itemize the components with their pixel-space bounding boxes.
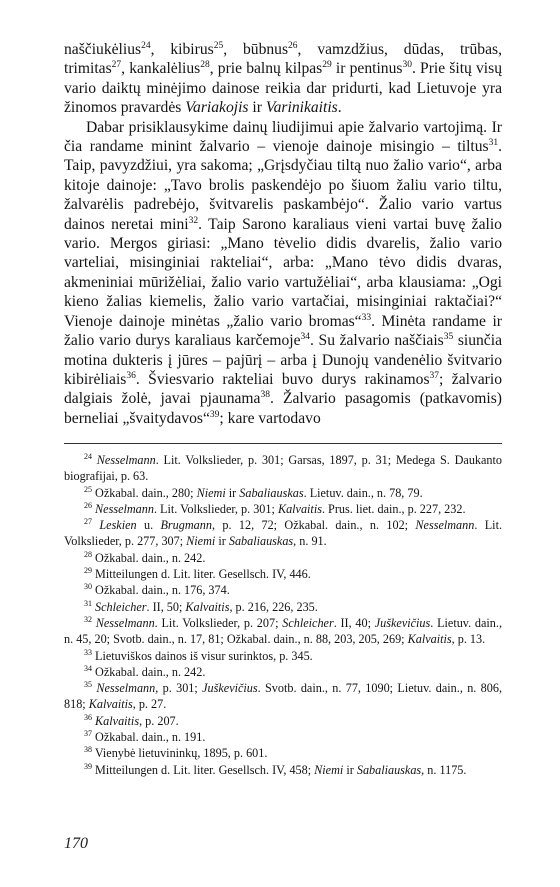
footnote-26 <box>64 501 502 517</box>
footnote-number: 26 <box>84 500 92 510</box>
citation-text: , p. 216, 226, 235. <box>229 599 318 614</box>
citation-text: u. <box>136 518 161 533</box>
author-name: Niemi <box>186 534 216 549</box>
citation-text: Ožkabal. dain., n. 242. <box>95 550 206 565</box>
text-run: . Šviesvario rakteliai buvo durys rakinamos <box>135 370 430 388</box>
footnote-35 <box>64 680 502 713</box>
footnote-ref-37[interactable]: 37 <box>429 370 440 381</box>
citation-text: , p. 27. <box>132 697 167 712</box>
text-run: . Taip Sarono karaliaus vieni vartai buvę žalio vario. Mergos giriasi: „Mano tėvelio didis dvarelis, žalio vario varteliai, misinginiai rakteliai“, arba: „Mano tėvo didis dvaras, akmeniniai mūrižėliai, žalio vario vartužėliai“, arba klausiama: „Ogi kieno žalias kiemelis, žalio vario vartačiai, misinginiai raktačiai?“ Vienoje dainoje minėtas „žalio vario bromas“ <box>64 215 502 330</box>
page-number: 170 <box>64 835 88 852</box>
author-name: Nesselmann <box>95 615 155 630</box>
footnotes <box>64 452 502 778</box>
footnote-27 <box>64 517 502 550</box>
citation-text: . Prus. liet. dain., p. 227, 232. <box>321 501 466 516</box>
footnote-number: 29 <box>84 566 92 576</box>
text-run: naščiukėlius <box>64 41 142 58</box>
footnote-number: 25 <box>84 484 92 494</box>
text-run: ir pentinus <box>331 60 403 78</box>
author-name: Kalvaitis <box>88 697 133 712</box>
footnote-24 <box>64 452 502 485</box>
citation-text: . Lit. Volkslieder, p. 301; Garsas, 1897, p. 31; Medega S. Daukanto biografijai, p. 63. <box>64 453 502 484</box>
author-name: Leskien <box>99 518 137 533</box>
footnote-ref-39[interactable]: 39 <box>209 409 220 420</box>
citation-text: Vienybė lietuvininkų, 1895, p. 601. <box>94 746 268 761</box>
citation-text: , p. 13. <box>451 632 486 647</box>
author-name: Sabaliauskas <box>228 534 294 549</box>
author-name: Sabaliauskas <box>356 762 422 777</box>
citation-text: , p. 12, 72; Ožkabal. dain., n. 102; <box>211 518 416 533</box>
citation-text: . Lietuv. dain., n. 45, 20; Svotb. dain., n. 17, 81; Ožkabal. dain., n. 88, 203, 205, 269; <box>64 615 502 647</box>
author-name: Niemi <box>314 762 344 777</box>
author-name: Juškevičius <box>374 615 431 630</box>
footnote-ref-32[interactable]: 32 <box>188 215 199 226</box>
author-name: Niemi <box>196 485 226 500</box>
footnote-number: 38 <box>84 745 92 755</box>
text-run: . Taip, pavyzdžiui, yra sakoma; „Grįsdyčiau tiltą nuo žalio vario“, arba kitoje dainoje: „Tavo brolis paskendėjo po šiuom žaliu vario tiltu, žalvarėlis padrebėjo, švitvarelis paskambėjo“. Žalio vario vartus dainos neretai mini <box>64 138 502 233</box>
footnote-ref-34[interactable]: 34 <box>300 332 311 343</box>
author-name: Nesselmann <box>95 501 154 516</box>
text-run: . <box>337 99 342 117</box>
footnote-ref-30[interactable]: 30 <box>402 60 412 71</box>
footnote-33 <box>64 648 502 664</box>
citation-text: ir <box>343 762 357 777</box>
footnote-ref-36[interactable]: 36 <box>126 370 136 381</box>
text-run: . Žalvario pasagomis (patkavomis) berneliai „švaitydavos“ <box>64 390 502 427</box>
citation-text: . Lietuv. dain., n. 78, 79. <box>303 485 423 500</box>
footnote-34 <box>64 664 502 680</box>
text-run: ir <box>248 99 266 117</box>
author-name: Kalvaitis <box>185 599 230 614</box>
paragraph-1 <box>64 40 502 118</box>
author-name: Brugmann <box>160 518 212 533</box>
author-name: Nesselmann <box>415 518 475 533</box>
paragraph-2 <box>64 118 502 429</box>
footnote-ref-29[interactable]: 29 <box>322 60 332 71</box>
text-run: , vamzdžius, dūdas, trūbas, trimitas <box>64 41 502 78</box>
author-name: Juškevičius <box>202 681 258 696</box>
text-run: . Minėta randame ir žalio vario durys karaliaus karčemoje <box>64 312 502 350</box>
footnote-ref-35[interactable]: 35 <box>443 332 454 343</box>
italic-name: Varinikaitis <box>265 99 338 117</box>
footnote-number: 36 <box>84 712 92 722</box>
footnote-31 <box>64 599 502 615</box>
citation-text: . Svotb. dain., n. 77, 1090; Lietuv. dain., n. 806, 818; <box>64 681 503 712</box>
footnote-28 <box>64 550 502 566</box>
text-run: , kankalėlius <box>121 60 201 78</box>
footnote-number: 31 <box>84 598 92 608</box>
citation-text: Ožkabal. dain., 280; <box>95 485 197 500</box>
footnote-ref-31[interactable]: 31 <box>488 138 499 149</box>
citation-text: Ožkabal. dain., n. 242. <box>95 664 206 679</box>
citation-text: Mitteilungen d. Lit. liter. Gesellsch. IV, 458; <box>95 762 315 777</box>
footnote-number: 34 <box>84 663 92 673</box>
footnote-number: 30 <box>84 582 92 592</box>
text-run: , prie balnų kilpas <box>209 60 323 78</box>
citation-text: . II, 40; <box>333 615 375 630</box>
footnote-37 <box>64 729 502 745</box>
footnote-32 <box>64 615 502 648</box>
footnote-29 <box>64 566 502 582</box>
citation-text: , n. 1175. <box>421 762 467 777</box>
citation-text: ir <box>225 485 240 500</box>
author-name: Sabaliauskas <box>239 485 304 500</box>
footnote-number: 24 <box>84 452 92 461</box>
citation-text: . Lit. Volkslieder, p. 207; <box>154 615 283 630</box>
footnote-number: 35 <box>84 680 92 690</box>
footnote-30 <box>64 582 502 598</box>
citation-text: Ožkabal. dain., n. 176, 374. <box>95 583 230 598</box>
text-run: ; kare vartodavo <box>219 409 321 427</box>
footnote-number: 33 <box>84 647 92 657</box>
citation-text: Mitteilungen d. Lit. liter. Gesellsch. IV, 446. <box>95 567 311 582</box>
italic-name: Variakojis <box>185 99 249 117</box>
text-run: , būbnus <box>223 41 289 58</box>
text-run: ; žalvario dalgiais žolė, javai pjaunama <box>64 370 502 408</box>
text-run: siunčia motina dukteris į jūres – pajūrį – arba į Dunojų vandenėlio švitvario kibirėliais <box>64 332 502 388</box>
citation-text: Ožkabal. dain., n. 191. <box>95 730 206 745</box>
author-name: Nesselmann <box>96 681 156 696</box>
footnote-25 <box>64 485 502 501</box>
citation-text: Lietuviškos dainos iš visur surinktos, p. 345. <box>95 648 313 663</box>
footnote-ref-26[interactable]: 26 <box>288 41 298 51</box>
author-name: Kalvaitis <box>95 713 140 728</box>
footnote-ref-33[interactable]: 33 <box>361 312 372 323</box>
citation-text: . II, 50; <box>146 599 186 614</box>
citation-text: . Lit. Volkslieder, p. 277, 307; <box>64 518 503 549</box>
citation-text: , p. 301; <box>155 681 203 696</box>
citation-text: , n. 91. <box>293 534 327 549</box>
footnote-38 <box>64 745 502 761</box>
footnote-36 <box>64 713 502 729</box>
footnote-ref-38[interactable]: 38 <box>260 390 270 401</box>
footnote-39 <box>64 762 502 778</box>
text-run: . Prie šitų visų vario daiktų minėjimo dainose reikia dar pridurti, kad Lietuvoje yra žinomos pravardės <box>64 60 502 117</box>
author-name: Kalvaitis <box>407 632 452 647</box>
text-run: Dabar prisiklausykime dainų liudijimui apie žalvario vartojimą. Ir čia randame minint žalvario – vienoje dainoje misingio – tiltus <box>64 118 502 156</box>
text-run: . Su žalvario naščiais <box>310 332 444 350</box>
footnote-ref-25[interactable]: 25 <box>213 41 224 51</box>
footnote-number: 27 <box>84 517 92 527</box>
footnote-ref-28[interactable]: 28 <box>200 60 210 71</box>
footnote-number: 39 <box>84 761 92 771</box>
citation-text: . Lit. Volkslieder, p. 301; <box>153 501 278 516</box>
footnote-ref-24[interactable]: 24 <box>141 41 151 51</box>
footnote-number: 37 <box>84 729 92 739</box>
citation-text: ir <box>215 534 229 549</box>
author-name: Nesselmann <box>96 453 156 467</box>
author-name: Schleicher <box>95 599 147 614</box>
main-text <box>64 40 502 428</box>
footnote-ref-27[interactable]: 27 <box>111 60 122 71</box>
footnote-number: 28 <box>84 549 92 559</box>
citation-text: , p. 207. <box>139 713 179 728</box>
author-name: Schleicher <box>282 615 334 630</box>
footnote-number: 32 <box>84 614 92 624</box>
footnote-divider <box>64 443 502 444</box>
author-name: Kalvaitis <box>277 501 322 516</box>
text-run: , kibirus <box>150 41 214 58</box>
